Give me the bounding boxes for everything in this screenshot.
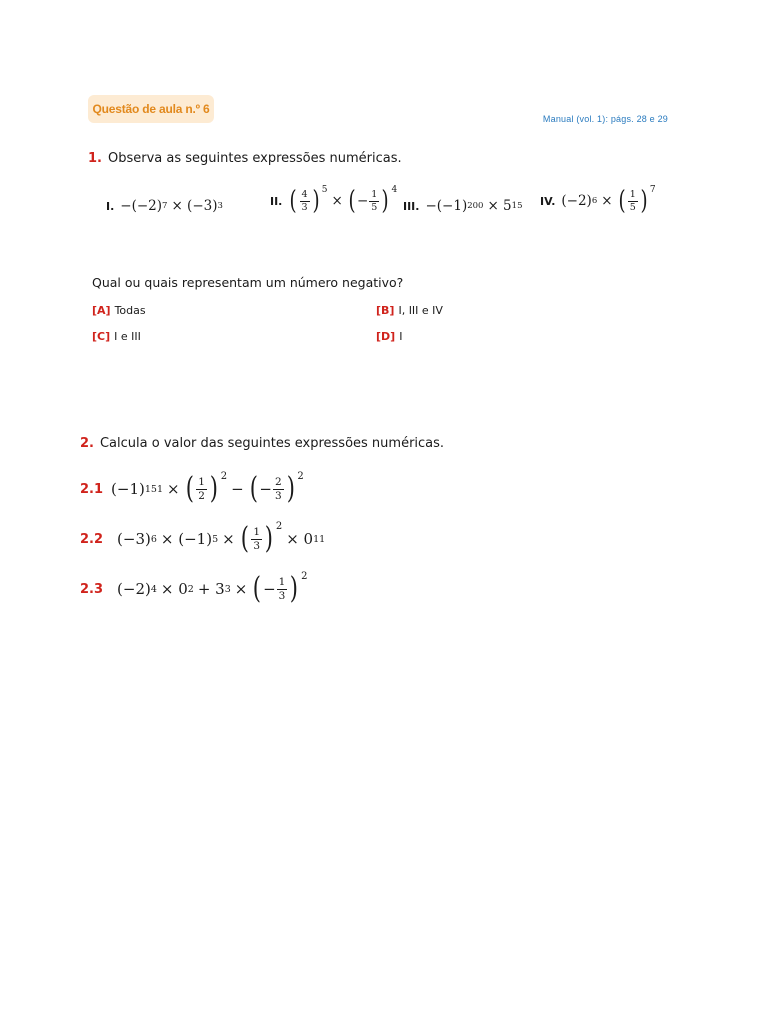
option-a[interactable]: [A] Todas: [92, 304, 146, 317]
option-c[interactable]: [C] I e III: [92, 330, 141, 343]
expression-i-label: I.: [106, 199, 115, 213]
option-b[interactable]: [B] I, III e IV: [376, 304, 443, 317]
fraction: $\frac{1}{3}$: [278, 576, 286, 602]
expression-i-part-b: × (−3): [171, 198, 218, 214]
subquestion-2-2: 2.2 (−3) 6 × (−1) 5 × ( $\frac{1}{3}$ ) 2 × 0 11: [80, 521, 326, 556]
fraction: $\frac{1}{3}$: [253, 526, 261, 552]
subquestion-2-1: 2.1 (−1) 151 × ( $\frac{1}{2}$ ) 2 − ( − $\frac{2}{3}$ ) 2: [80, 471, 304, 506]
expression-i-exp-b: 3: [217, 201, 223, 211]
expression-iv-label: IV.: [540, 194, 556, 208]
expression-iv: IV. (−2) 6 × ( $\frac{1}{5}$ ) 7: [540, 185, 656, 216]
question-2-text: Calcula o valor das seguintes expressões numéricas.: [99, 436, 445, 451]
manual-reference: Manual (vol. 1): págs. 28 e 29: [542, 114, 668, 124]
expression-i-part-a: −(−2): [120, 198, 163, 214]
expression-iii: III. −(−1) 200 × 5 15: [403, 198, 523, 214]
expression-ii-label: II.: [270, 194, 283, 208]
expression-ii: II. ( $\frac{4}{3}$ ) 5 × ( − $\frac{1}{5}$ ) 4: [270, 185, 398, 216]
question-1-number: 1.: [88, 151, 102, 166]
fraction: $\frac{4}{3}$: [301, 189, 308, 213]
fraction: $\frac{2}{3}$: [274, 476, 282, 502]
question-2-title: [80, 436, 444, 451]
subquestion-2-3-label: 2.3: [80, 581, 104, 597]
fraction: $\frac{1}{5}$: [371, 189, 378, 213]
option-d[interactable]: [D] I: [376, 330, 403, 343]
expression-i: [106, 198, 223, 214]
subquestion-2-2-label: 2.2: [80, 531, 104, 547]
expression-iii-label: III.: [403, 199, 420, 213]
subquestion-2-3: 2.3 (−2) 4 × 0 2 + 3 3 × ( − $\frac{1}{3}$ ) 2: [80, 571, 308, 606]
question-1-title: [88, 151, 402, 166]
question-1-text: Observa as seguintes expressões numéricas.: [107, 151, 402, 166]
fraction: $\frac{1}{2}$: [198, 476, 205, 502]
subquestion-2-1-label: 2.1: [80, 481, 104, 497]
fraction: $\frac{1}{5}$: [629, 189, 636, 213]
question-1-prompt: Qual ou quais representam um número negativo?: [92, 275, 404, 290]
quiz-title-badge: Questão de aula n.º 6: [88, 95, 214, 123]
question-2-number: 2.: [80, 436, 94, 451]
expression-i-exp-a: 7: [162, 201, 168, 211]
